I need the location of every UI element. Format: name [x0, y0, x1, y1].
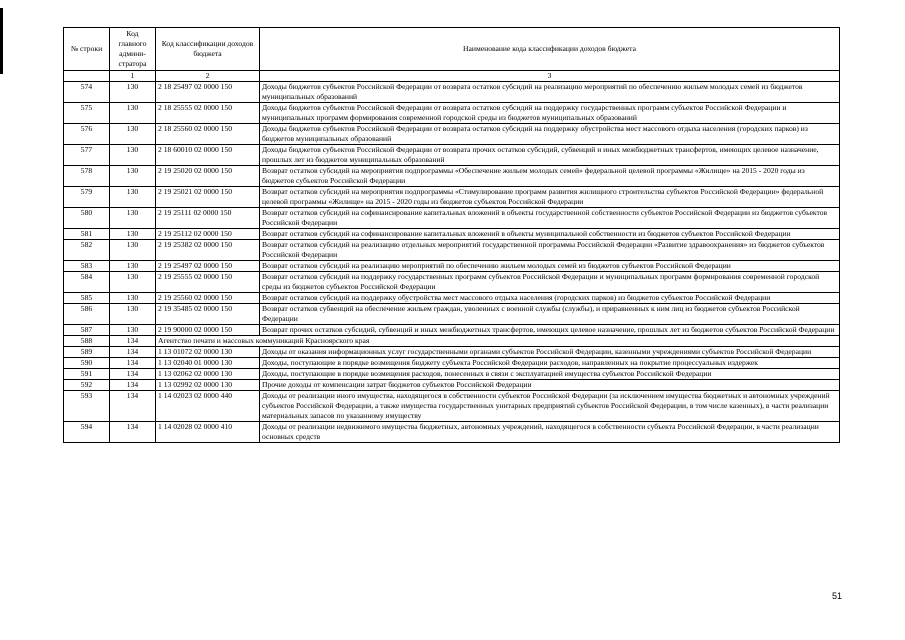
classification-code-cell: 1 13 01072 02 0000 130 — [156, 347, 260, 358]
code-name-cell: Доходы бюджетов субъектов Российской Федерации от возврата прочих остатков субсидий, субвенций и иных межбюджетных трансфертов, имеющих целевое назначение, прошлых лет из бюджетов муниципальных образований — [260, 145, 840, 166]
row-number-cell: 587 — [64, 325, 110, 336]
table-row — [64, 145, 840, 166]
row-number-cell: 589 — [64, 347, 110, 358]
code-name-cell: Прочие доходы от компенсации затрат бюджетов субъектов Российской Федерации — [260, 380, 840, 391]
row-number-cell: 578 — [64, 166, 110, 187]
table-row — [64, 272, 840, 293]
code-name-cell: Возврат прочих остатков субсидий, субвенций и иных межбюджетных трансфертов, имеющих целевое назначение, прошлых лет из бюджетов субъектов Российской Федерации — [260, 325, 840, 336]
admin-code-cell: 134 — [110, 380, 156, 391]
row-number-cell: 585 — [64, 293, 110, 304]
admin-code-cell: 130 — [110, 187, 156, 208]
row-number-cell: 575 — [64, 103, 110, 124]
admin-code-cell: 130 — [110, 145, 156, 166]
header-row — [64, 28, 840, 71]
table-row — [64, 229, 840, 240]
page-number: 51 — [832, 591, 843, 601]
admin-code-cell: 130 — [110, 124, 156, 145]
code-name-cell: Доходы, поступающие в порядке возмещения бюджету субъекта Российской Федерации расходов, направленных на покрытие процессуальных издержек — [260, 358, 840, 369]
code-name-cell: Доходы бюджетов субъектов Российской Федерации от возврата остатков субсидий на поддержку обустройства мест массового отдыха населения (городских парков) из бюджетов муниципальных образований — [260, 124, 840, 145]
classification-code-cell: 2 19 25111 02 0000 150 — [156, 208, 260, 229]
row-number-cell: 586 — [64, 304, 110, 325]
row-number-cell: 588 — [64, 336, 110, 347]
code-name-cell: Возврат остатков субсидий на реализацию мероприятий по обеспечению жильем молодых семей из бюджетов субъектов Российской Федерации — [260, 261, 840, 272]
table-body — [64, 82, 840, 443]
row-number-cell: 593 — [64, 391, 110, 422]
classification-code-cell: 2 19 25497 02 0000 150 — [156, 261, 260, 272]
admin-code-cell: 130 — [110, 103, 156, 124]
classification-code-cell: 1 13 02992 02 0000 130 — [156, 380, 260, 391]
table-row — [64, 124, 840, 145]
admin-code-cell: 130 — [110, 82, 156, 103]
table-row — [64, 369, 840, 380]
code-name-cell: Доходы, поступающие в порядке возмещения расходов, понесенных в связи с эксплуатацией имущества субъектов Российской Федерации — [260, 369, 840, 380]
table-row — [64, 103, 840, 124]
header-row-number: № строки — [64, 28, 110, 71]
column-number: 1 — [110, 71, 156, 82]
row-number-cell: 581 — [64, 229, 110, 240]
revenue-classification-table — [63, 27, 840, 443]
classification-code-cell: 2 18 25497 02 0000 150 — [156, 82, 260, 103]
table-row — [64, 336, 840, 347]
header-classification-code: Код классификации доходов бюджета — [156, 28, 260, 71]
admin-code-cell: 134 — [110, 336, 156, 347]
row-number-cell: 584 — [64, 272, 110, 293]
classification-code-cell: 1 13 02062 02 0000 130 — [156, 369, 260, 380]
row-number-cell: 592 — [64, 380, 110, 391]
classification-code-cell: 2 19 25020 02 0000 150 — [156, 166, 260, 187]
code-name-cell: Доходы от реализации иного имущества, находящегося в собственности субъектов Российской Федерации (за исключением имущества бюджетных и автономных учреждений субъектов Российской Федерации, а также имущества государственных унитарных предприятий субъектов Российской Федерации, в том числе казенных), в части реализации материальных запасов по указанному имуществу — [260, 391, 840, 422]
row-number-cell: 574 — [64, 82, 110, 103]
admin-code-cell: 130 — [110, 325, 156, 336]
table-row — [64, 380, 840, 391]
table-row — [64, 187, 840, 208]
header-code-name: Наименование кода классификации доходов бюджета — [260, 28, 840, 71]
table-row — [64, 82, 840, 103]
classification-code-cell: 2 19 25021 02 0000 150 — [156, 187, 260, 208]
classification-code-cell: 2 18 25555 02 0000 150 — [156, 103, 260, 124]
admin-code-cell: 134 — [110, 391, 156, 422]
classification-code-cell: 2 18 25560 02 0000 150 — [156, 124, 260, 145]
admin-code-cell: 134 — [110, 369, 156, 380]
row-number-cell: 576 — [64, 124, 110, 145]
row-number-cell: 577 — [64, 145, 110, 166]
table-row — [64, 166, 840, 187]
admin-code-cell: 130 — [110, 304, 156, 325]
classification-code-cell: 1 13 02040 01 0000 130 — [156, 358, 260, 369]
table-row — [64, 325, 840, 336]
code-name-cell: Возврат остатков субсидий на реализацию отдельных мероприятий государственной программы Российской Федерации «Развитие здравоохранения» из бюджетов субъектов Российской Федерации — [260, 240, 840, 261]
row-number-cell: 583 — [64, 261, 110, 272]
classification-code-cell: 2 19 90000 02 0000 150 — [156, 325, 260, 336]
code-name-cell: Доходы бюджетов субъектов Российской Федерации от возврата остатков субсидий на реализацию мероприятий по обеспечению жильем молодых семей из бюджетов муниципальных образований — [260, 82, 840, 103]
table-row — [64, 422, 840, 443]
section-title-cell: Агентство печати и массовых коммуникаций Красноярского края — [156, 336, 840, 347]
classification-code-cell: 2 19 25382 02 0000 150 — [156, 240, 260, 261]
code-name-cell: Возврат остатков субсидий на мероприятия подпрограммы «Стимулирование программ развития жилищного строительства субъектов Российской Федерации» федеральной целевой программы «Жилище» на 2015 - 2020 годы из бюджетов субъектов Российской Федерации — [260, 187, 840, 208]
code-name-cell: Возврат остатков субсидий на поддержку государственных программ субъектов Российской Федерации и муниципальных программ формирования современной городской среды из бюджетов субъектов Российской Федерации — [260, 272, 840, 293]
code-name-cell: Возврат остатков субвенций на обеспечение жильем граждан, уволенных с военной службы (службы), и приравненных к ним лиц из бюджетов субъектов Российской Федерации — [260, 304, 840, 325]
classification-code-cell: 1 14 02023 02 0000 440 — [156, 391, 260, 422]
column-number — [64, 71, 110, 82]
table-row — [64, 240, 840, 261]
table-row — [64, 293, 840, 304]
admin-code-cell: 130 — [110, 261, 156, 272]
admin-code-cell: 130 — [110, 166, 156, 187]
table-row — [64, 347, 840, 358]
row-number-cell: 582 — [64, 240, 110, 261]
admin-code-cell: 130 — [110, 293, 156, 304]
table-row — [64, 391, 840, 422]
classification-code-cell: 2 19 25555 02 0000 150 — [156, 272, 260, 293]
row-number-cell: 580 — [64, 208, 110, 229]
admin-code-cell: 134 — [110, 347, 156, 358]
classification-code-cell: 2 19 35485 02 0000 150 — [156, 304, 260, 325]
admin-code-cell: 130 — [110, 240, 156, 261]
code-name-cell: Возврат остатков субсидий на поддержку обустройства мест массового отдыха населения (городских парков) из бюджетов субъектов Российской Федерации — [260, 293, 840, 304]
row-number-cell: 579 — [64, 187, 110, 208]
table-row — [64, 208, 840, 229]
admin-code-cell: 134 — [110, 358, 156, 369]
admin-code-cell: 130 — [110, 208, 156, 229]
column-number-row — [64, 71, 840, 82]
table-row — [64, 358, 840, 369]
row-number-cell: 594 — [64, 422, 110, 443]
header-admin-code: Код главного админи-стратора — [110, 28, 156, 71]
row-number-cell: 590 — [64, 358, 110, 369]
column-number: 2 — [156, 71, 260, 82]
code-name-cell: Доходы бюджетов субъектов Российской Федерации от возврата остатков субсидий на поддержку государственных программ субъектов Российской Федерации и муниципальных программ формирования современной городской среды из бюджетов муниципальных образований — [260, 103, 840, 124]
admin-code-cell: 130 — [110, 272, 156, 293]
classification-code-cell: 2 19 25560 02 0000 150 — [156, 293, 260, 304]
table-row — [64, 261, 840, 272]
column-number: 3 — [260, 71, 840, 82]
table-row — [64, 304, 840, 325]
classification-code-cell: 2 18 60010 02 0000 150 — [156, 145, 260, 166]
code-name-cell: Доходы от реализации недвижимого имущества бюджетных, автономных учреждений, находящегося в собственности субъекта Российской Федерации, в части реализации основных средств — [260, 422, 840, 443]
code-name-cell: Доходы от оказания информационных услуг государственными органами субъектов Российской Федерации, казенными учреждениями субъектов Российской Федерации — [260, 347, 840, 358]
row-number-cell: 591 — [64, 369, 110, 380]
code-name-cell: Возврат остатков субсидий на софинансирование капитальных вложений в объекты муниципальной собственности из бюджетов субъектов Российской Федерации — [260, 229, 840, 240]
classification-code-cell: 1 14 02028 02 0000 410 — [156, 422, 260, 443]
code-name-cell: Возврат остатков субсидий на софинансирование капитальных вложений в объекты государственной собственности субъектов Российской Федерации из бюджетов субъектов Российской Федерации — [260, 208, 840, 229]
admin-code-cell: 134 — [110, 422, 156, 443]
classification-code-cell: 2 19 25112 02 0000 150 — [156, 229, 260, 240]
code-name-cell: Возврат остатков субсидий на мероприятия подпрограммы «Обеспечение жильем молодых семей» федеральной целевой программы «Жилище» на 2015 - 2020 годы из бюджетов субъектов Российской Федерации — [260, 166, 840, 187]
admin-code-cell: 130 — [110, 229, 156, 240]
page-edge-mark — [0, 8, 3, 74]
